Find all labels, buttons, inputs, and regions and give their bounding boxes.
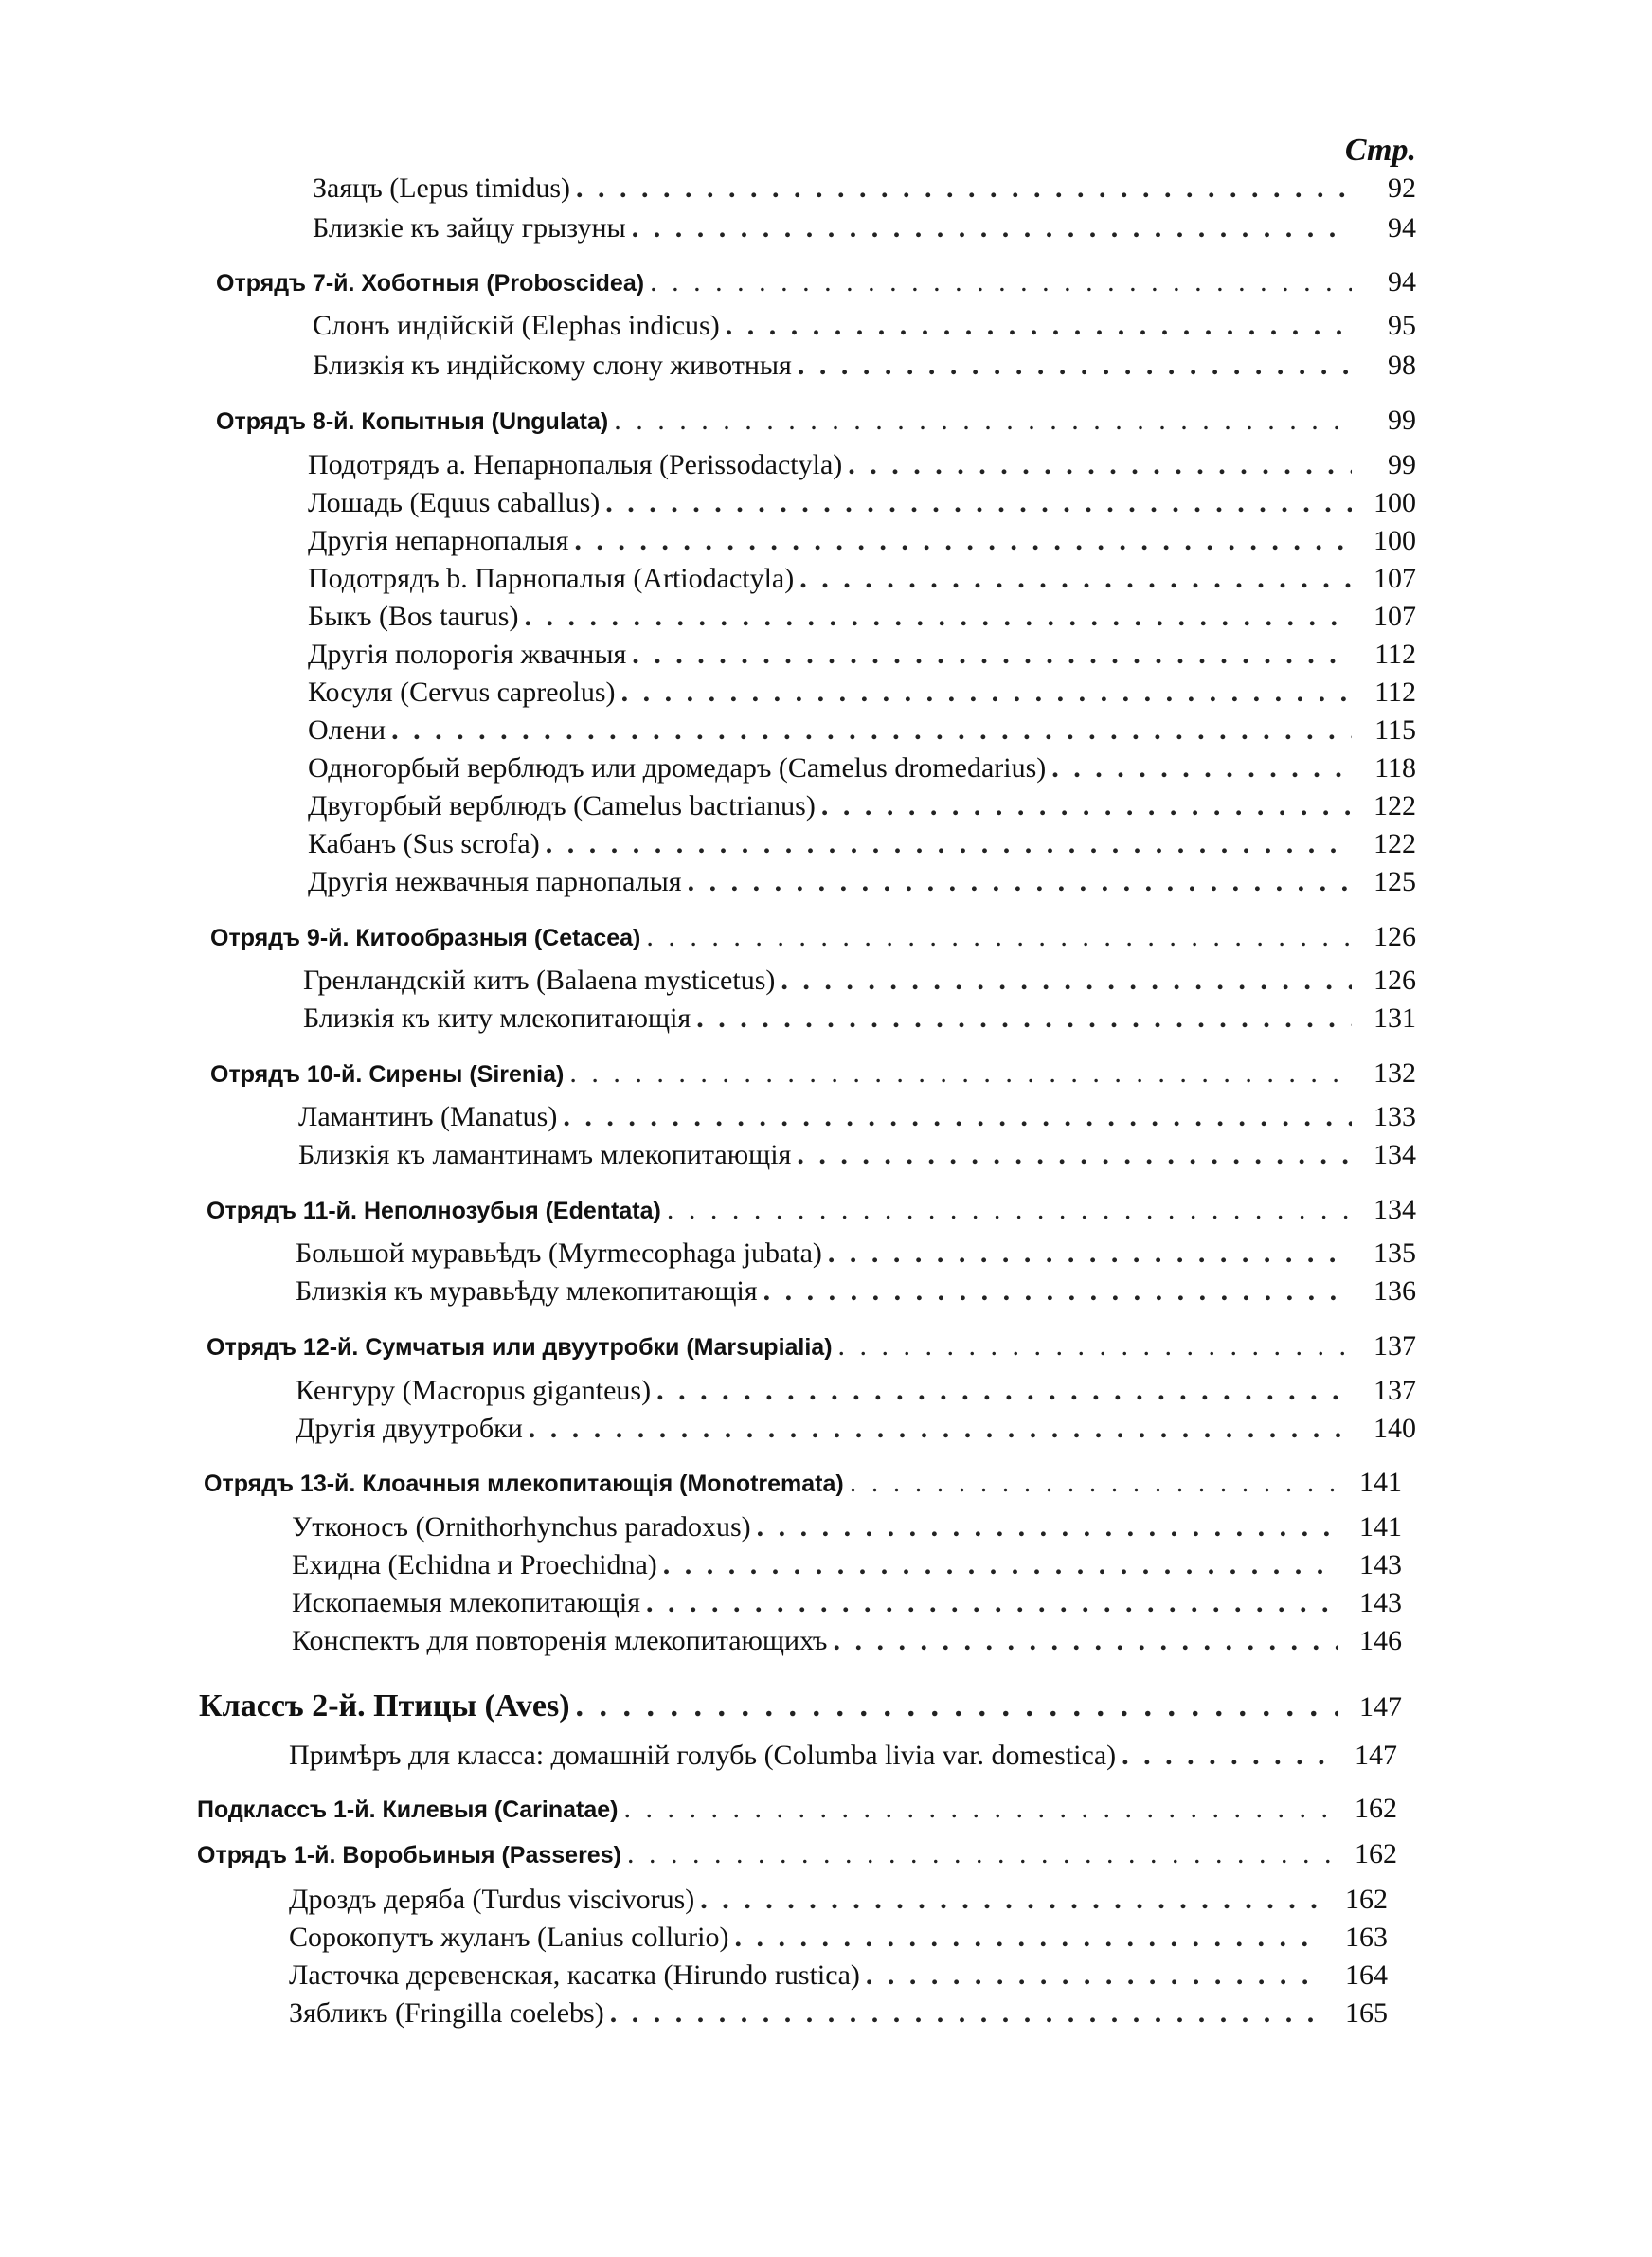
toc-section-page: 99 [1388,405,1416,436]
toc-section-title: Подклассъ 1-й. Килевыя (Carinatae) [197,1797,619,1823]
toc-entry-page: 141 [1359,1511,1402,1543]
toc-entry-title: Быкъ (Bos taurus) [308,601,519,632]
toc-section-heading [210,1057,1416,1099]
toc-entry-title: Ласточка деревенская, касатка (Hirundo rustica) [289,1959,860,1991]
toc-entry-title: Примѣръ для класса: домашній голубь (Columba livia var. domestica) [289,1740,1117,1771]
toc-entry-title: Ламантинъ (Manatus) [298,1101,558,1132]
toc-entry-page: 134 [1374,1139,1416,1170]
toc-entry-title: Двугорбый верблюдъ (Camelus bactrianus) [308,790,816,822]
toc-section-heading [197,1793,1397,1834]
toc-entry-title: Зябликъ (Fringilla coelebs) [289,1997,604,2029]
toc-section-title: Отрядъ 11-й. Неполнозубыя (Edentata) [206,1198,661,1224]
leader-dots [734,1922,1323,1954]
toc-entry-title: Ехидна (Echidna и Proechidna) [292,1549,657,1580]
leader-dots [623,1793,1333,1825]
toc-entry-page: 135 [1374,1237,1416,1269]
toc-entry-title: Большой муравьѣдъ (Myrmecophaga jubata) [296,1237,822,1269]
toc-section-title: Отрядъ 9-й. Китообразныя (Cetacea) [210,925,641,951]
leader-dots [632,639,1352,671]
toc-entry-page: 112 [1374,639,1416,670]
toc-section-heading [197,1838,1397,1880]
toc-entry [292,1625,1402,1667]
toc-entry-page: 165 [1345,1997,1388,2029]
toc-entry-title: Близкія къ киту млекопитающія [303,1002,691,1034]
toc-entry-title: Подотрядъ a. Непарнопалыя (Perissodactyla) [308,449,843,480]
toc-entry-page: 162 [1345,1884,1388,1915]
toc-entry-page: 126 [1374,965,1416,996]
toc-entry-page: 107 [1374,563,1416,594]
toc-section-title: Отрядъ 8-й. Копытныя (Ungulata) [216,408,609,435]
toc-entry [308,601,1416,642]
toc-entry [292,1549,1402,1591]
toc-entry-page: 143 [1359,1587,1402,1618]
toc-entry-title: Ископаемыя млекопитающія [292,1587,641,1618]
toc-entry-page: 125 [1374,866,1416,897]
toc-entry [308,714,1416,756]
toc-entry-page: 99 [1388,449,1416,480]
toc-entry-page: 95 [1388,310,1416,341]
toc-entry-page: 107 [1374,601,1416,632]
toc-entry [308,563,1416,605]
leader-dots [569,1057,1352,1090]
toc-entry [298,1101,1416,1143]
leader-dots [848,449,1352,481]
toc-section-page: 132 [1374,1057,1416,1089]
toc-entry-page: 98 [1388,350,1416,381]
toc-entry-page: 147 [1355,1740,1397,1771]
toc-section-heading [216,266,1416,308]
toc-section-page: 141 [1359,1467,1402,1498]
toc-entry-title: Олени [308,714,386,746]
toc-entry-page: 94 [1388,212,1416,244]
toc-entry-page: 118 [1374,752,1416,784]
toc-entry-title: Близкія къ ламантинамъ млекопитающія [298,1139,792,1170]
toc-entry [289,1740,1397,1781]
toc-entry [289,1884,1388,1925]
toc-entry [296,1275,1416,1317]
leader-dots [646,1587,1338,1619]
toc-entry-title: Одногорбый верблюдъ или дромедаръ (Camelus dromedarius) [308,752,1047,784]
toc-section-heading [216,405,1416,446]
toc-entry-title: Конспектъ для повторенія млекопитающихъ [292,1625,828,1656]
toc-entry-page: 133 [1374,1101,1416,1132]
leader-dots [621,677,1352,709]
leader-dots [627,1838,1333,1870]
toc-section-page: 162 [1355,1838,1397,1869]
toc-entry [303,1002,1416,1044]
toc-section-heading [210,921,1416,963]
toc-entry [308,790,1416,832]
leader-dots [797,1139,1352,1171]
toc-entry [308,639,1416,680]
toc-entry-title: Близкія къ муравьѣду млекопитающія [296,1275,758,1307]
toc-section-page: 126 [1374,921,1416,952]
toc-entry-title: Другія полорогія жвачныя [308,639,627,670]
toc-entry [296,1375,1416,1417]
leader-dots [838,1330,1352,1363]
toc-entry-title: Слонъ индійскій (Elephas indicus) [313,310,720,341]
page-column-label: Стр. [1344,133,1416,168]
leader-dots [576,1688,1338,1724]
leader-dots [833,1625,1338,1657]
leader-dots [524,601,1352,633]
toc-entry [308,525,1416,567]
toc-entry-title: Кабанъ (Sus scrofa) [308,828,540,859]
toc-section-page: 162 [1355,1793,1397,1824]
toc-entry-title: Заяцъ (Lepus timidus) [313,172,571,204]
toc-section-page: 134 [1374,1194,1416,1225]
leader-dots [726,310,1352,342]
toc-entry [292,1587,1402,1629]
toc-entry [313,172,1416,214]
leader-dots [850,1467,1338,1499]
toc-entry [313,350,1416,391]
leader-dots [646,921,1352,953]
leader-dots [656,1375,1352,1407]
leader-dots [610,1997,1323,2030]
leader-dots [688,866,1352,898]
toc-entry-title: Другія двуутробки [296,1413,523,1444]
leader-dots [696,1002,1352,1035]
toc-entry-page: 112 [1374,677,1416,708]
toc-section-title: Отрядъ 10-й. Сирены (Sirenia) [210,1061,565,1088]
toc-entry-page: 136 [1374,1275,1416,1307]
toc-entry-title: Близкія къ индійскому слону животныя [313,350,792,381]
toc-class-page: 147 [1359,1691,1402,1723]
toc-entry-page: 137 [1374,1375,1416,1406]
toc-section-page: 94 [1388,266,1416,298]
toc-section-title: Отрядъ 13-й. Клоачныя млекопитающія (Monotremata) [204,1471,844,1497]
toc-section-title: Отрядъ 12-й. Сумчатыя или двуутробки (Marsupialia) [206,1334,833,1361]
toc-entry [292,1511,1402,1553]
toc-section-title: Отрядъ 1-й. Воробьиныя (Passeres) [197,1842,621,1869]
leader-dots [663,1549,1338,1581]
toc-entry-title: Утконосъ (Ornithorhynchus paradoxus) [292,1511,751,1543]
toc-entry [308,828,1416,870]
toc-entry-page: 164 [1345,1959,1388,1991]
toc-entry-title: Другія нежвачныя парнопалыя [308,866,682,897]
toc-entry-title: Гренландскій китъ (Balaena mysticetus) [303,965,776,996]
toc-entry [308,866,1416,908]
toc-entry [303,965,1416,1006]
toc-section-page: 137 [1374,1330,1416,1362]
leader-dots [576,172,1352,205]
toc-entry [313,310,1416,352]
toc-class-heading [199,1688,1402,1730]
toc-entry-page: 163 [1345,1922,1388,1953]
toc-entry [289,1997,1388,2039]
toc-entry [308,677,1416,718]
leader-dots [866,1959,1323,1992]
leader-dots [757,1511,1338,1544]
toc-entry [289,1922,1388,1963]
leader-dots [605,487,1352,519]
toc-entry-page: 100 [1374,487,1416,518]
toc-entry-page: 131 [1374,1002,1416,1034]
leader-dots [546,828,1352,860]
toc-entry-page: 115 [1374,714,1416,746]
toc-section-heading [204,1467,1402,1508]
toc-entry-title: Дроздъ деряба (Turdus viscivorus) [289,1884,695,1915]
toc-entry [289,1959,1388,2001]
leader-dots [781,965,1352,997]
toc-entry [308,487,1416,529]
toc-entry [296,1413,1416,1454]
toc-section-title: Отрядъ 7-й. Хоботныя (Proboscidea) [216,270,645,297]
leader-dots [574,525,1352,557]
toc-entry-page: 140 [1374,1413,1416,1444]
leader-dots [391,714,1352,747]
leader-dots [828,1237,1352,1270]
toc-section-heading [206,1194,1416,1236]
toc-entry-title: Близкіе къ зайцу грызуны [313,212,626,244]
toc-entry-page: 143 [1359,1549,1402,1580]
leader-dots [821,790,1352,822]
toc-entry-page: 92 [1388,172,1416,204]
leader-dots [650,266,1352,298]
leader-dots [763,1275,1352,1308]
toc-entry-page: 100 [1374,525,1416,556]
leader-dots [798,350,1352,382]
toc-entry-title: Косуля (Cervus capreolus) [308,677,616,708]
toc-section-heading [206,1330,1416,1372]
toc-class-title: Классъ 2-й. Птицы (Aves) [199,1688,570,1724]
toc-entry-title: Кенгуру (Macropus giganteus) [296,1375,652,1406]
toc-entry [308,752,1416,794]
leader-dots [563,1101,1352,1133]
toc-entry [308,449,1416,491]
leader-dots [632,212,1352,244]
leader-dots [529,1413,1352,1445]
leader-dots [667,1194,1352,1226]
toc-entry-title: Подотрядъ b. Парнопалыя (Artiodactyla) [308,563,795,594]
leader-dots [614,405,1352,437]
toc-entry-page: 122 [1374,790,1416,822]
toc-entry-title: Лошадь (Equus caballus) [308,487,601,518]
toc-entry [296,1237,1416,1279]
toc-entry-page: 146 [1359,1625,1402,1656]
toc-entry-title: Сорокопутъ жуланъ (Lanius collurio) [289,1922,729,1953]
toc-entry [298,1139,1416,1181]
leader-dots [1051,752,1352,785]
toc-entry-title: Другія непарнопалыя [308,525,569,556]
toc-entry [313,212,1416,254]
leader-dots [1122,1740,1333,1772]
leader-dots [799,563,1352,595]
leader-dots [700,1884,1323,1916]
toc-entry-page: 122 [1374,828,1416,859]
